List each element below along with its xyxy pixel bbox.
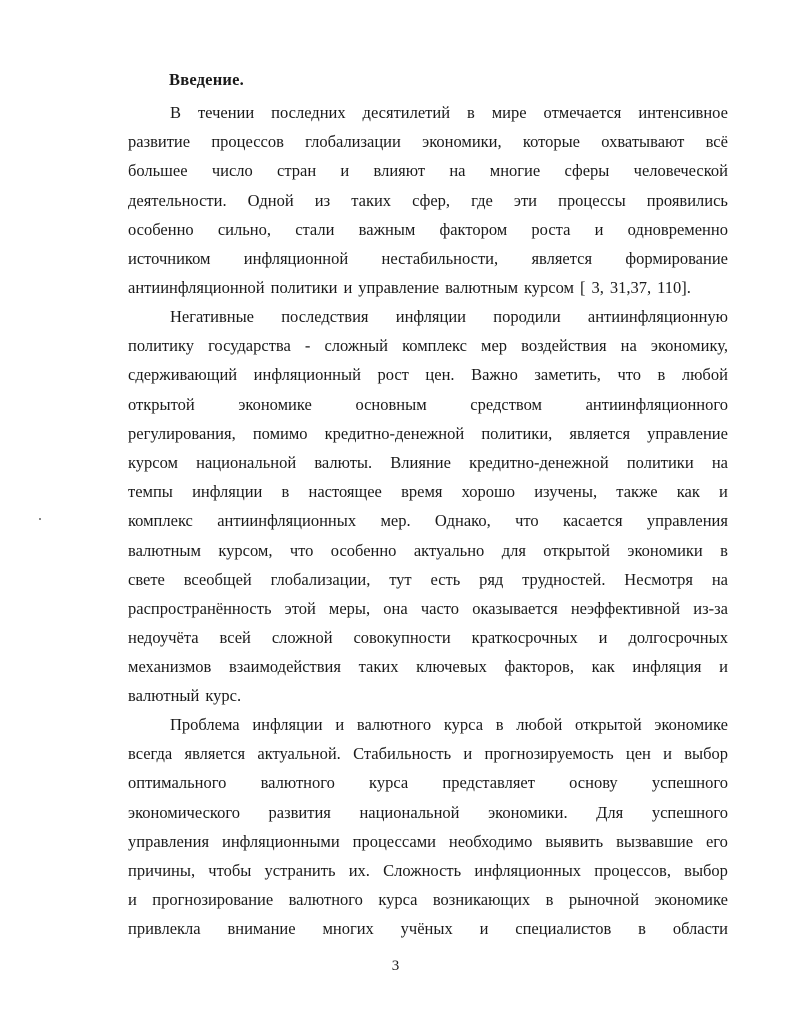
line-words (128, 565, 728, 594)
word: регулирования, (128, 423, 236, 443)
word: факторов, (504, 657, 574, 677)
word: интенсивное (638, 103, 728, 122)
word: курсом (524, 278, 574, 298)
word: всё (705, 132, 728, 152)
word: их. (348, 860, 370, 880)
word: стран (277, 161, 317, 181)
line-words (128, 710, 728, 739)
page-number: 3 (391, 958, 400, 974)
word: этой (284, 598, 316, 618)
word: курсом (128, 452, 178, 472)
word: в (638, 919, 646, 939)
word: где (471, 190, 493, 210)
word: таких (358, 657, 399, 677)
word: управление (358, 278, 440, 298)
word: таких (351, 190, 392, 210)
word: инфляция (632, 657, 702, 677)
word: источником (128, 248, 211, 268)
word: кредитно-денежной (469, 452, 609, 472)
text-line (128, 477, 728, 506)
word: инфляционных (474, 860, 582, 880)
text-line (128, 448, 728, 477)
word: антиинфляционную (587, 307, 728, 326)
word: области (672, 919, 728, 939)
word: и (719, 482, 728, 502)
word: инфляционный (253, 365, 361, 385)
word: является (531, 248, 593, 268)
word: инфляции (192, 482, 263, 502)
word: чтобы (208, 860, 252, 880)
word: кредитно-денежной (324, 423, 465, 443)
section-heading: Введение. (169, 70, 244, 89)
word: и (719, 657, 728, 677)
line-words (128, 273, 728, 302)
word: комплекс (402, 336, 467, 356)
word: цен. (425, 365, 455, 385)
line-words (128, 390, 728, 419)
word: особенно (128, 219, 194, 239)
word: Сложность (383, 860, 462, 880)
word: учёных (400, 919, 453, 939)
word: ключевых (416, 657, 487, 677)
word: политики, (481, 423, 553, 443)
word: в (720, 540, 728, 560)
word: неэффективной (570, 598, 681, 618)
line-words (128, 536, 728, 565)
text-line (128, 506, 728, 535)
word: Одной (247, 190, 294, 210)
word: тут (389, 569, 412, 589)
word: многие (489, 161, 541, 181)
scan-speck (39, 518, 41, 520)
word: всеобщей (183, 569, 252, 589)
word: и (340, 161, 350, 181)
word: любой (681, 365, 728, 385)
line-words (128, 594, 728, 623)
word: краткосрочных (471, 628, 578, 648)
line-words (128, 127, 728, 156)
word: антиинфляционной (128, 278, 265, 298)
text-line (128, 390, 728, 419)
word: в (281, 482, 290, 502)
word: породили (493, 307, 561, 326)
word: выявить (545, 831, 604, 851)
text-line (128, 273, 728, 302)
word: развитие (128, 132, 191, 152)
word: является (569, 423, 631, 443)
word: воздействия (521, 336, 607, 356)
word: глобализации (305, 132, 401, 152)
line-words (128, 244, 728, 273)
paragraph-1 (128, 98, 728, 302)
word: на (711, 452, 728, 472)
word: взаимодействия (229, 657, 341, 677)
word: мире (491, 103, 527, 122)
word: проявились (646, 190, 728, 210)
word: ряд (479, 569, 504, 589)
word: рыночной (568, 890, 640, 910)
word: экономике (238, 394, 312, 414)
word: часто (420, 598, 460, 618)
word: любой (516, 715, 563, 734)
word: экономике (654, 715, 728, 734)
word: представляет (442, 773, 535, 793)
word: на (620, 336, 637, 356)
word: процессами (352, 831, 436, 851)
word: на (449, 161, 466, 181)
word: на (711, 569, 728, 589)
word: инфляционной (243, 248, 349, 268)
word: темпы (128, 482, 173, 502)
word: экономики (627, 540, 703, 560)
text-line (128, 827, 728, 856)
word: привлекла (128, 919, 201, 939)
text-line (128, 186, 728, 215)
word: Важно (471, 365, 518, 385)
word: сдерживающий (128, 365, 238, 385)
line-words (128, 419, 728, 448)
line-words (128, 739, 728, 768)
line-words (128, 186, 728, 215)
word: последствия (281, 307, 369, 326)
word: свете (128, 569, 165, 589)
word: и (343, 278, 353, 298)
word: его (705, 831, 728, 851)
line-words (128, 98, 728, 127)
word: из-за (693, 598, 728, 618)
word: нестабильности, (381, 248, 499, 268)
word: возникающих (432, 890, 531, 910)
line-words (128, 885, 728, 914)
word: экономики. (488, 802, 568, 822)
word: Влияние (390, 452, 451, 472)
text-line (128, 768, 728, 797)
word: и (463, 744, 473, 764)
word: что (515, 511, 539, 531)
word: человеческой (633, 161, 728, 181)
word: основным (355, 394, 427, 414)
word: Для (596, 802, 624, 822)
word: сферы (564, 161, 610, 181)
word: что (617, 365, 641, 385)
word: мер (481, 336, 508, 356)
word: распространённость (128, 598, 272, 618)
word: многих (322, 919, 374, 939)
word: из (314, 190, 331, 210)
word: для (501, 540, 526, 560)
line-words (128, 448, 728, 477)
word: национальной (196, 452, 297, 472)
word: курса (443, 715, 484, 734)
word: процессы (558, 190, 626, 210)
word: управления (128, 831, 210, 851)
word: основу (569, 773, 618, 793)
word: одновременно (627, 219, 728, 239)
word: сфер, (412, 190, 451, 210)
word: экономического (128, 802, 240, 822)
word: курса (369, 773, 409, 793)
word: выбор (684, 744, 728, 764)
word: необходимо (448, 831, 533, 851)
word: антиинфляционных (217, 511, 357, 531)
word: экономику, (650, 336, 728, 356)
word: валютным (445, 278, 519, 298)
line-words (128, 681, 728, 710)
word: курсом, (218, 540, 273, 560)
text-line (128, 739, 728, 768)
line-words (128, 856, 728, 885)
word: влияют (373, 161, 426, 181)
word: политику (128, 336, 194, 356)
line-words (128, 827, 728, 856)
word: хорошо (461, 482, 515, 502)
word: политики (270, 278, 338, 298)
word: помимо (252, 423, 308, 443)
word: внимание (227, 919, 296, 939)
text-line (128, 856, 728, 885)
word: Несмотря (624, 569, 693, 589)
word: специалистов (515, 919, 612, 939)
text-line (128, 302, 728, 331)
word: валютного (260, 773, 335, 793)
word: охватывают (601, 132, 685, 152)
word: есть (430, 569, 461, 589)
word: Негативные (170, 307, 254, 326)
word: вызвавшие (616, 831, 694, 851)
word: антиинфляционного (585, 394, 728, 414)
word: как (591, 657, 615, 677)
word: средством (470, 394, 542, 414)
word: инфляции (395, 307, 467, 326)
word: глобализации, (270, 569, 371, 589)
word: экономики, (422, 132, 502, 152)
word: открытой (575, 715, 642, 734)
word: в (545, 890, 554, 910)
word: формирование (625, 248, 728, 268)
word: десятилетий (362, 103, 451, 122)
line-words (128, 914, 728, 943)
word: государства (208, 336, 291, 356)
word: сложный (324, 336, 389, 356)
word: механизмов (128, 657, 212, 677)
text-line (128, 798, 728, 827)
word: в (467, 103, 475, 122)
line-words (128, 156, 728, 185)
word: особенно (330, 540, 397, 560)
word: сложной (271, 628, 333, 648)
word: роста (531, 219, 571, 239)
text-line (128, 914, 728, 943)
word: меры, (328, 598, 371, 618)
word: течении (197, 103, 255, 122)
word: успешного (651, 802, 728, 822)
word: экономике (654, 890, 728, 910)
text-line (128, 215, 728, 244)
word: и (479, 919, 489, 939)
word: последних (271, 103, 346, 122)
word: и (128, 890, 137, 910)
text-line (128, 331, 728, 360)
word: число (211, 161, 253, 181)
paragraph-3 (128, 710, 728, 944)
text-line (128, 710, 728, 739)
paragraph-2 (128, 302, 728, 711)
word: Проблема (170, 715, 240, 734)
word: 3, (591, 278, 604, 298)
text-line (128, 623, 728, 652)
text-line (128, 127, 728, 156)
word: которые (522, 132, 581, 152)
word: и (594, 219, 604, 239)
word: процессов (211, 132, 284, 152)
word: комплекс (128, 511, 193, 531)
word: национальной (359, 802, 460, 822)
word: недоучёта (128, 628, 199, 648)
word: как (676, 482, 700, 502)
word: касается (562, 511, 623, 531)
word: причины, (128, 860, 196, 880)
word: открытой (543, 540, 610, 560)
word: - (304, 336, 311, 356)
word: что (289, 540, 314, 560)
word: мер. (380, 511, 411, 531)
word: 31,37, (609, 278, 652, 298)
word: стали (295, 219, 335, 239)
word: также (616, 482, 658, 502)
word: время (401, 482, 443, 502)
word: прогнозирование (152, 890, 274, 910)
word: цен (625, 744, 651, 764)
word: важным (358, 219, 416, 239)
word: является (184, 744, 246, 764)
word: изучены, (534, 482, 598, 502)
word: развития (268, 802, 331, 822)
line-words (128, 768, 728, 797)
word: трудностей. (522, 569, 606, 589)
word: курс. (205, 686, 242, 706)
line-words (128, 506, 728, 535)
text-line (128, 652, 728, 681)
text-line (128, 98, 728, 127)
word: устранить (264, 860, 336, 880)
word: актуально (413, 540, 485, 560)
line-words (128, 798, 728, 827)
word: деятельности. (128, 190, 227, 210)
text-line (128, 156, 728, 185)
line-words (128, 652, 728, 681)
word: инфляции (252, 715, 323, 734)
word: настоящее (308, 482, 382, 502)
word: валюты. (314, 452, 373, 472)
word: долгосрочных (628, 628, 728, 648)
word: управление (647, 423, 728, 443)
line-words (128, 215, 728, 244)
word: отмечается (543, 103, 622, 122)
text-line (128, 565, 728, 594)
word: рост (377, 365, 409, 385)
text-line (128, 885, 728, 914)
text-line (128, 360, 728, 389)
word: в (495, 715, 504, 734)
word: курса (378, 890, 418, 910)
text-line (128, 594, 728, 623)
text-line (128, 419, 728, 448)
word: и (598, 628, 608, 648)
word: процессов, (594, 860, 671, 880)
text-line (128, 244, 728, 273)
word: большее (128, 161, 188, 181)
word: успешного (651, 773, 728, 793)
word: сильно, (217, 219, 271, 239)
word: совокупности (353, 628, 451, 648)
word: валютный (128, 686, 200, 706)
word: управления (646, 511, 728, 531)
word: актуальной. (257, 744, 341, 764)
word: В (170, 103, 182, 122)
word: всей (219, 628, 251, 648)
word: и (335, 715, 345, 734)
word: выбор (684, 860, 728, 880)
word: валютного (356, 715, 432, 734)
word: всегда (128, 744, 173, 764)
word: валютного (288, 890, 363, 910)
word: она (383, 598, 408, 618)
word: 110]. (657, 278, 691, 298)
line-words (128, 623, 728, 652)
line-words (128, 331, 728, 360)
word: Стабильность (353, 744, 452, 764)
word: открытой (128, 394, 195, 414)
word: эти (513, 190, 537, 210)
line-words (128, 477, 728, 506)
line-words (128, 360, 728, 389)
word: и (663, 744, 672, 764)
word: в (657, 365, 666, 385)
text-line (128, 681, 728, 710)
word: Однако, (434, 511, 491, 531)
word: оптимального (128, 773, 227, 793)
word: оказывается (472, 598, 558, 618)
word: фактором (439, 219, 508, 239)
word: [ (580, 278, 586, 298)
word: заметить, (534, 365, 601, 385)
text-line (128, 536, 728, 565)
word: инфляционными (221, 831, 340, 851)
word: политики (626, 452, 694, 472)
word: валютным (128, 540, 201, 560)
line-words (128, 302, 728, 331)
word: прогнозируемость (484, 744, 614, 764)
